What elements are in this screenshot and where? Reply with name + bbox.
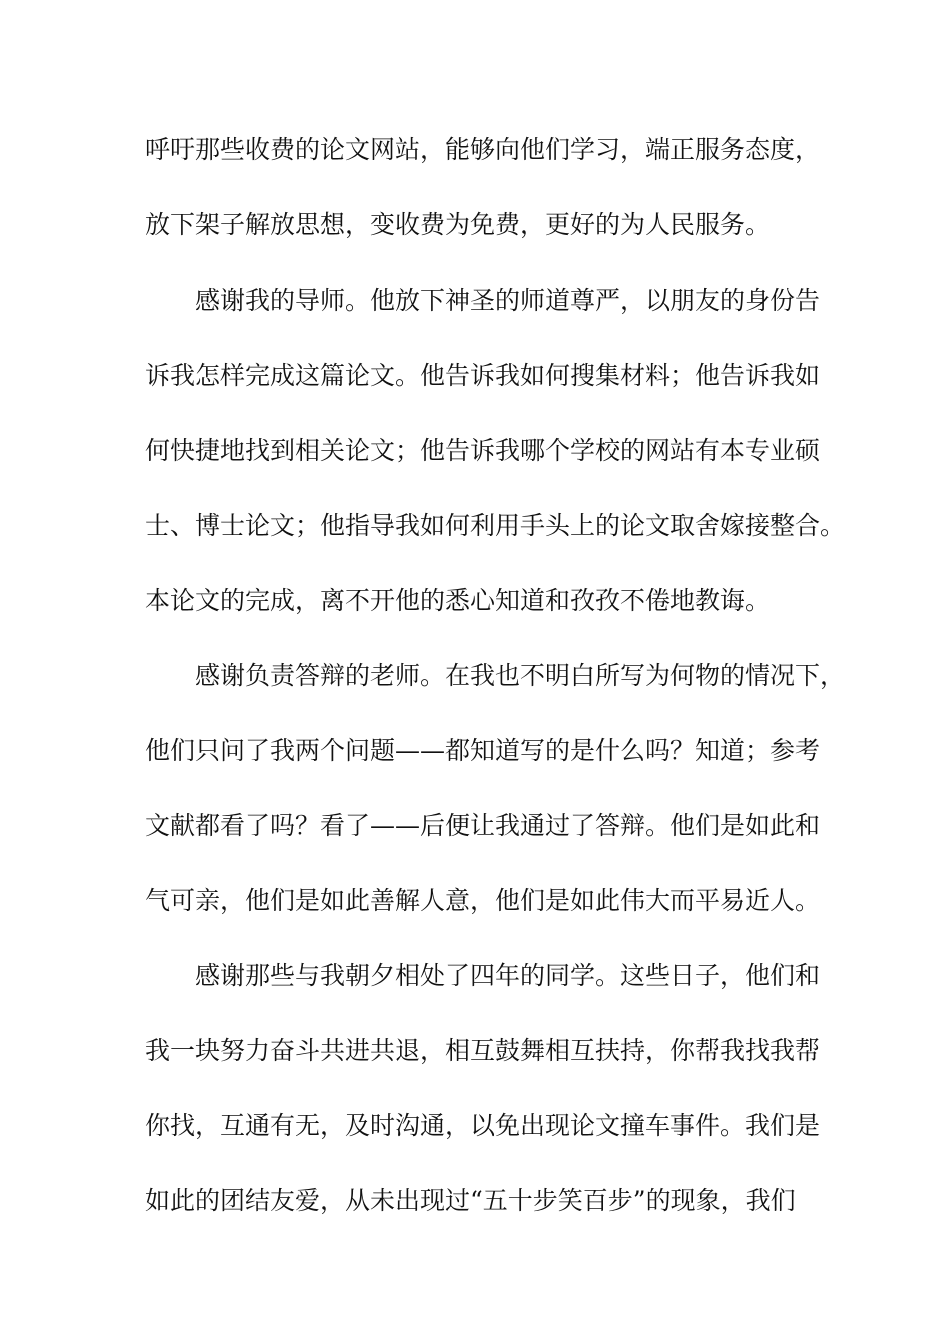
text-line: 本论文的完成，离不开他的悉心知道和孜孜不倦地教诲。 [145, 586, 771, 615]
text-line: 放下架子解放思想，变收费为免费，更好的为人民服务。 [145, 210, 771, 239]
text-line: 如此的团结友爱，从未出现过“五十步笑百步”的现象，我们 [145, 1186, 796, 1215]
text-line: 诉我怎样完成这篇论文。他告诉我如何搜集材料；他告诉我如 [145, 361, 821, 390]
text-line: 你找，互通有无，及时沟通，以免出现论文撞车事件。我们是 [145, 1111, 821, 1140]
text-line: 文献都看了吗？看了——后便让我通过了答辩。他们是如此和 [145, 811, 821, 840]
text-line: 气可亲，他们是如此善解人意，他们是如此伟大而平易近人。 [145, 886, 821, 915]
text-line: 他们只问了我两个问题——都知道写的是什么吗？知道；参考 [145, 736, 821, 765]
paragraph-first-line: 感谢我的导师。他放下神圣的师道尊严，以朋友的身份告 [195, 286, 821, 315]
text-line: 我一块努力奋斗共进共退，相互鼓舞相互扶持，你帮我找我帮 [145, 1036, 821, 1065]
paragraph-first-line: 感谢那些与我朝夕相处了四年的同学。这些日子，他们和 [195, 961, 821, 990]
paragraph-first-line: 感谢负责答辩的老师。在我也不明白所写为何物的情况下， [195, 661, 846, 690]
text-line: 呼吁那些收费的论文网站，能够向他们学习，端正服务态度， [145, 135, 821, 164]
text-line: 士、博士论文；他指导我如何利用手头上的论文取舍嫁接整合。 [145, 511, 846, 540]
text-line: 何快捷地找到相关论文；他告诉我哪个学校的网站有本专业硕 [145, 436, 821, 465]
